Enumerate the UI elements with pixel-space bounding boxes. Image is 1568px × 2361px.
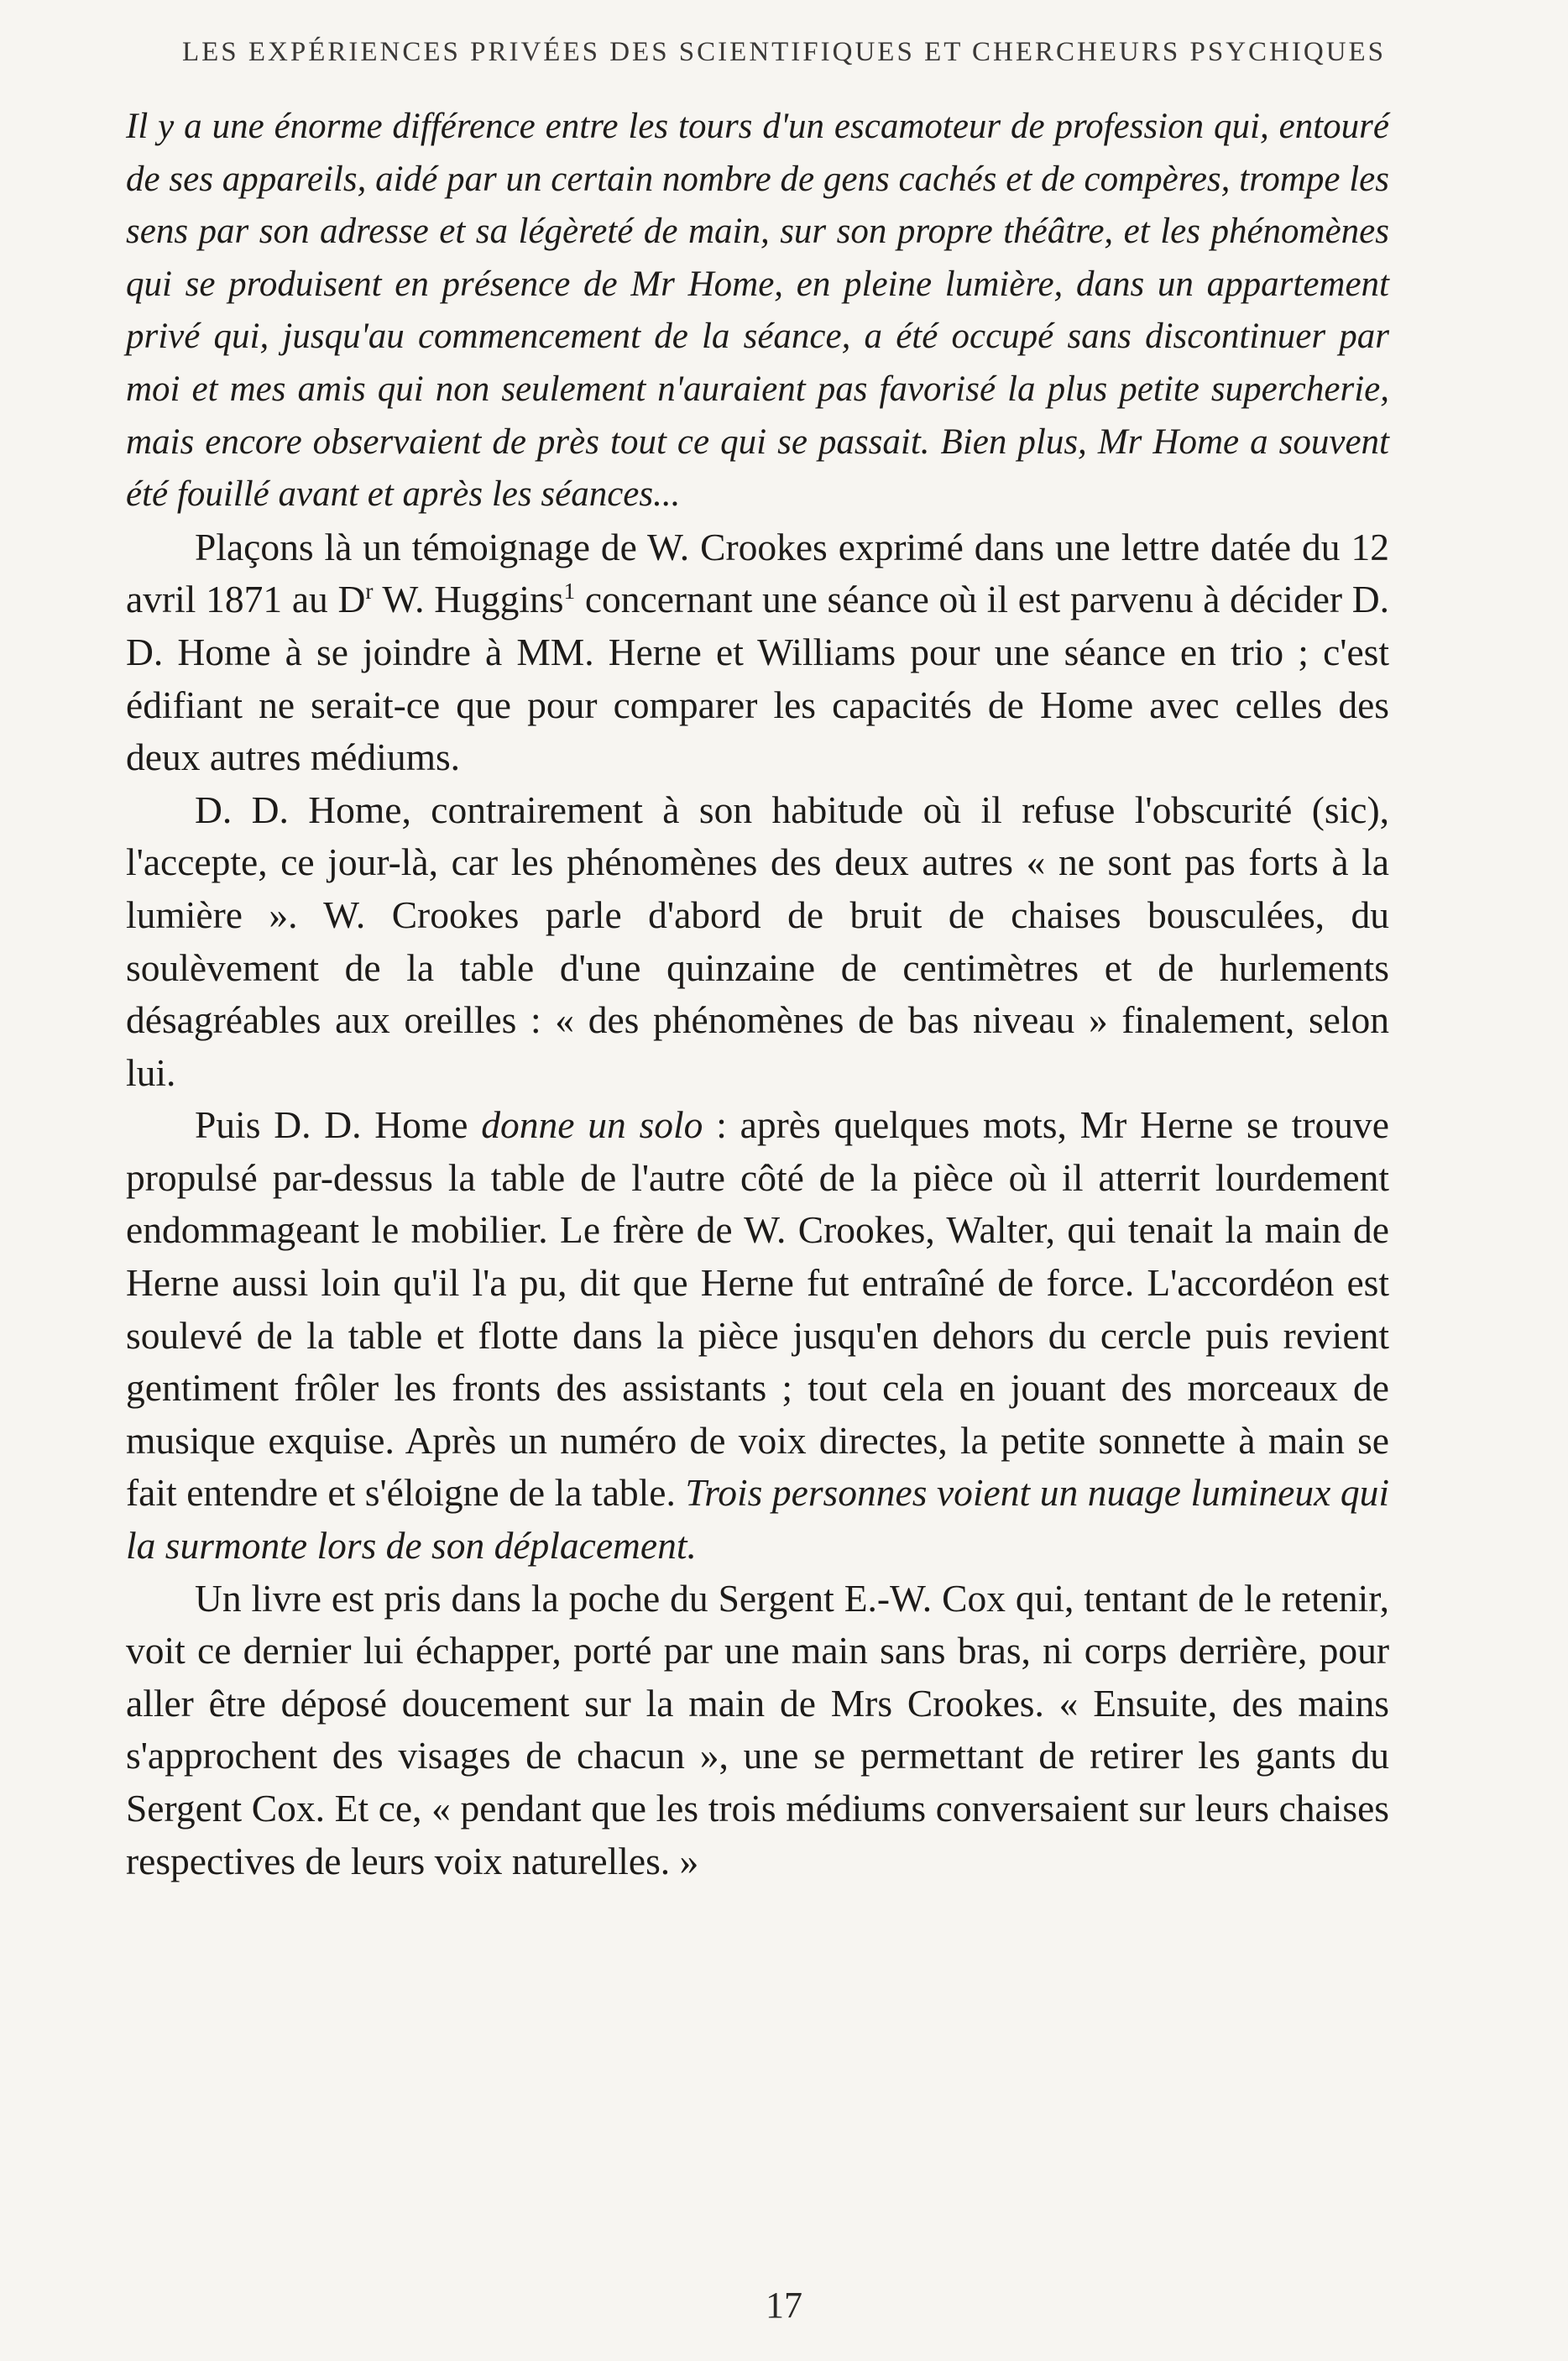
paragraph-1-text-a: Plaçons là un témoignage de W. Crookes exprimé dans une lettre datée du 12 avril 1871 au D [126,525,1389,621]
body-text [126,101,1389,1887]
paragraph-1 [126,521,1389,784]
page-number: 17 [766,2285,802,2326]
paragraph-2: D. D. Home, contrairement à son habitude où il refuse l'obscurité (sic), l'accepte, ce jour-là, car les phénomènes des deux autres « ne sont pas forts à la lumière ». W. Crookes parle d'abord de bruit de chaises bousculées, du soulèvement de la table d'une quinzaine de centimètres et de hurlements désagréables aux oreilles : « des phénomènes de bas niveau » finalement, selon lui. [126,788,1389,1094]
paragraph-3-text-a: Puis D. D. Home [195,1103,482,1147]
running-header: LES EXPÉRIENCES PRIVÉES DES SCIENTIFIQUES ET CHERCHEURS PSYCHIQUES [181,37,1387,67]
paragraph-1-text-b: W. Huggins [373,578,564,621]
paragraph-3-text-b: : après quelques mots, Mr Herne se trouve propulsé par-dessus la table de l'autre côté de la pièce où il atterrit lourdement endommageant le mobilier. Le frère de W. Crookes, Walter, qui tenait la main de Herne aussi loin qu'il l'a pu, dit que Herne fut entraîné de force. L'accordéon est soulevé de la table et flotte dans la pièce jusqu'en dehors du cercle puis revient gentiment frôler les fronts des assistants ; tout cela en jouant des morceaux de musique exquise. Après un numéro de voix directes, la petite sonnette à main se fait entendre et s'éloigne de la table. [126,1103,1389,1515]
paragraph-3-emphasis-2: Trois personnes voient un nuage lumineux qui la surmonte lors de son déplacement. [126,1471,1389,1568]
superscript-r: r [365,578,374,605]
block-quote: Il y a une énorme différence entre les tours d'un escamoteur de profession qui, entouré de ses appareils, aidé par un certain nombre de gens cachés et de compères, trompe les sens par son adresse et sa légèreté de main, sur son propre théâtre, et les phénomènes qui se produisent en présence de Mr Home, en pleine lumière, dans un appartement privé qui, jusqu'au commencement de la séance, a été occupé sans discontinuer par moi et mes amis qui non seulement n'auraient pas favorisé la plus petite supercherie, mais encore observaient de près tout ce qui se passait. Bien plus, Mr Home a souvent été fouillé avant et après les séances... [126,107,1389,515]
footnote-marker[interactable]: 1 [563,578,576,605]
paragraph-4: Un livre est pris dans la poche du Sergent E.-W. Cox qui, tentant de le retenir, voit ce dernier lui échapper, porté par une main sans bras, ni corps derrière, pour aller être déposé doucement sur la main de Mrs Crookes. « Ensuite, des mains s'approchent des visages de chacun », une se permettant de retirer les gants du Sergent Cox. Et ce, « pendant que les trois médiums conversaient sur leurs chaises respectives de leurs voix naturelles. » [126,1576,1389,1882]
paragraph-3-emphasis-1: donne un solo [481,1103,703,1147]
paragraph-3 [126,1099,1389,1572]
paragraph-1-text-c: concernant une séance où il est parvenu à décider D. D. Home à se joindre à MM. Herne et Williams pour une séance en trio ; c'est édifiant ne serait-ce que pour comparer les capacités de Home avec celles des deux autres médiums. [126,578,1390,779]
